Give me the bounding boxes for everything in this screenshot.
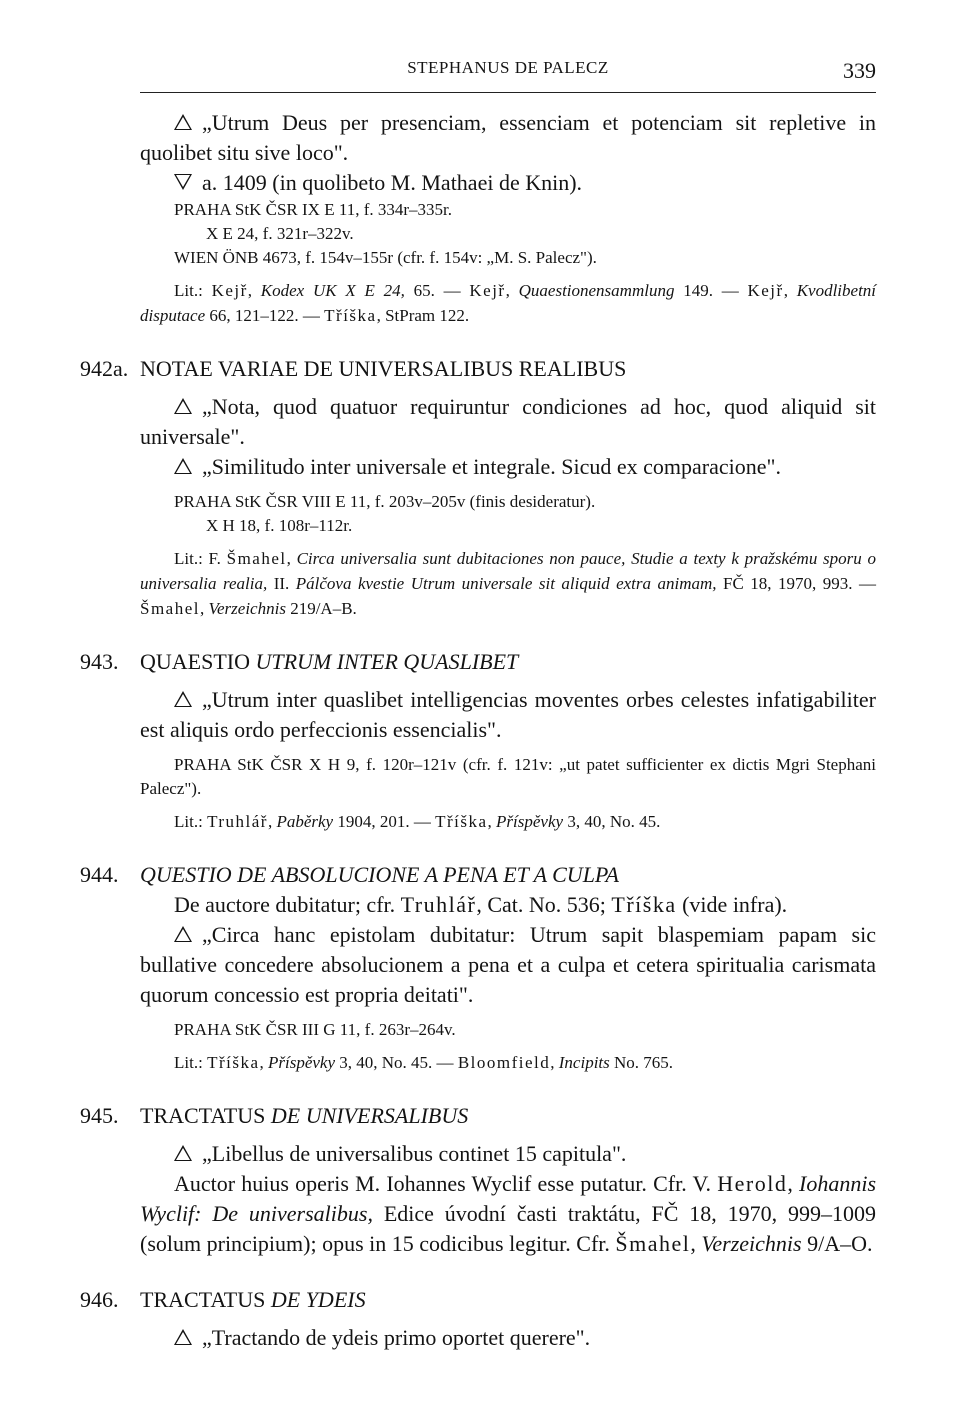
entry-943-literature: Lit.: Truhlář, Paběrky 1904, 201. — Tříška, Příspěvky 3, 40, No. 45. [174,812,661,831]
triangle-up-icon [174,458,192,474]
entry-943-ms: PRAHA StK ČSR X H 9, f. 120r–121v (cfr. f. 121v: „ut patet sufficienter ex dictis Mgri Stephani Palecz"). [140,755,876,798]
entry-number: 942a. [80,356,129,381]
entry-944-ms: PRAHA StK ČSR III G 11, f. 263r–264v. [174,1020,456,1039]
intro-incipit: „Utrum Deus per presenciam, essenciam et potenciam sit repletive in quolibet situ sive loco". [140,110,876,165]
entry-number: 946. [80,1287,119,1312]
entry-944-incipit: „Circa hanc epistolam dubitatur: Utrum sapit blaspemiam papam sic bullative concedere absolucionem a pena et a culpa et cetera spiritualia carismata quorum concessio est propria deitati". [140,922,876,1007]
entry-942a-literature: Lit.: F. Šmahel, Circa universalia sunt dubitaciones non pauce, Studie a texty k pražskému sporu o universalia realia, II. Pálčova kvestie Utrum universale sit aliquid extra animam, FČ 18, 1970, 993. — Šmahel, Verzeichnis 219/A–B. [140,549,877,618]
entry-943-title: 943. QUAESTIO UTRUM INTER QUASLIBET [80,647,876,677]
entry-942a-ms-2: X H 18, f. 108r–112r. [206,516,353,535]
triangle-up-icon [174,398,192,414]
entry-944-title: 944. QUESTIO DE ABSOLUCIONE A PENA ET A CULPA [80,860,876,890]
entry-944-note: De auctore dubitatur; cfr. Truhlář, Cat. No. 536; Tříška (vide infra). [174,892,788,917]
entry-942a-title: 942a. NOTAE VARIAE DE UNIVERSALIBUS REALIBUS [80,354,876,384]
page-header [140,58,876,93]
entry-946-title: 946. TRACTATUS DE YDEIS [80,1285,876,1315]
triangle-up-icon [174,1145,192,1161]
entry-945-note: Auctor huius operis M. Iohannes Wyclif esse putatur. Cfr. V. Herold, Iohannis Wyclif: De universalibus, Edice úvodní časti traktátu, FČ 18, 1970, 999–1009 (solum principium); opus in 15 codicibus legitur. Cfr. Šmahel, Verzeichnis 9/A–O. [140,1171,877,1256]
intro-ms-2: X E 24, f. 321r–322v. [206,224,354,243]
entry-942a-ms-1: PRAHA StK ČSR VIII E 11, f. 203v–205v (finis desideratur). [174,492,596,511]
entry-943-incipit: „Utrum inter quaslibet intelligencias moventes orbes celestes infatigabiliter est aliquis ordo perfeccionis essencialis". [140,687,876,742]
entry-number: 945. [80,1103,119,1128]
entry-945-title: 945. TRACTATUS DE UNIVERSALIBUS [80,1101,876,1131]
triangle-up-icon [174,1329,192,1345]
entry-number: 943. [80,649,119,674]
page-content [80,108,877,1353]
intro-explicit: a. 1409 (in quolibeto M. Mathaei de Knin). [140,168,876,198]
intro-ms-1: PRAHA StK ČSR IX E 11, f. 334r–335r. [174,200,453,219]
triangle-up-icon [174,691,192,707]
running-head: STEPHANUS DE PALECZ [407,58,609,77]
entry-945-incipit: „Libellus de universalibus continet 15 capitula". [140,1139,876,1169]
triangle-up-icon [174,114,192,130]
intro-literature: Lit.: Kejř, Kodex UK X E 24, 65. — Kejř, Quaestionensammlung 149. — Kejř, Kvodlibetní disputace 66, 121–122. — Tříška, StPram 122. [140,281,877,325]
triangle-up-icon [174,926,192,942]
entry-944-literature: Lit.: Tříška, Příspěvky 3, 40, No. 45. — Bloomfield, Incipits No. 765. [174,1053,674,1072]
entry-number: 944. [80,862,119,887]
entry-942a-incipit-2: „Similitudo inter universale et integrale. Sicud ex comparacione". [140,452,876,482]
page-number: 339 [843,58,876,83]
intro-ms-3: WIEN ÖNB 4673, f. 154v–155r (cfr. f. 154v: „M. S. Palecz"). [174,248,597,267]
triangle-down-icon [174,174,192,190]
entry-942a-incipit-1: „Nota, quod quatuor requiruntur condiciones ad hoc, quod aliquid sit universale". [140,394,876,449]
entry-946-incipit: „Tractando de ydeis primo oportet querere". [140,1323,876,1353]
